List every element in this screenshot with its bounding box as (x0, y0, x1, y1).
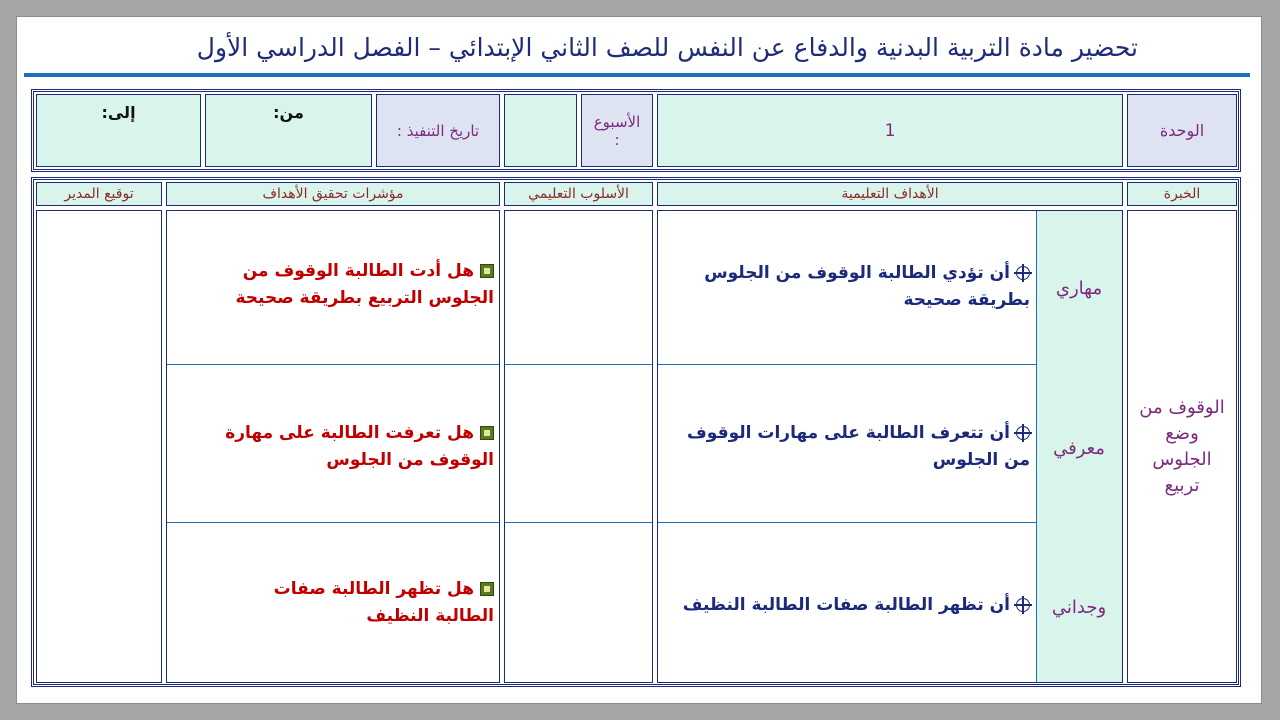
objective-item: أن تؤدي الطالبة الوقوف من الجلوس بطريقة صحيحة (704, 263, 1030, 310)
unit-value-cell (657, 94, 1123, 167)
page-title: تحضير مادة التربية البدنية والدفاع عن النفس للصف الثاني الإبتدائي – الفصل الدراسي الأول (196, 33, 1138, 62)
header-indicators: مؤشرات تحقيق الأهداف (166, 182, 500, 206)
header-principal-signature: توقيع المدير (36, 182, 162, 206)
experience-cell (1127, 210, 1237, 683)
method-row-divider (505, 522, 652, 523)
week-value-cell (504, 94, 577, 167)
header-objectives: الأهداف التعليمية (657, 182, 1123, 206)
crosshair-circle-icon (1016, 598, 1030, 612)
indicators-row-divider (167, 364, 499, 365)
header-method: الأسلوب التعليمي (504, 182, 653, 206)
to-cell (36, 94, 201, 167)
exec-date-label: تاريخ التنفيذ : (396, 121, 480, 140)
domain-skill: مهاري (1055, 278, 1103, 299)
unit-value: 1 (884, 120, 896, 141)
week-label: الأسبوع (593, 112, 641, 131)
week-label-cell (581, 94, 653, 167)
week-colon: : (614, 130, 620, 149)
objectives-row-divider (658, 364, 1036, 365)
experience-value: الوقوف من وضع الجلوس تربيع (1139, 396, 1225, 496)
from-label: من: (273, 103, 304, 122)
unit-label: الوحدة (1159, 121, 1205, 140)
green-square-bullet-icon (480, 264, 494, 278)
objective-item: أن تظهر الطالبة صفات الطالبة النظيف (660, 592, 1030, 619)
indicator-item: هل تظهر الطالبة صفات الطالبة النظيف (273, 579, 494, 626)
objective-item: أن تتعرف الطالبة على مهارات الوقوف من الجلوس (687, 423, 1030, 470)
indicator-item: هل أدت الطالبة الوقوف من الجلوس التربيع بطريقة صحيحة (235, 261, 494, 308)
principal-signature-cell (36, 210, 162, 683)
title-underline (24, 73, 1250, 77)
method-column (504, 210, 653, 683)
to-label: إلى: (101, 103, 136, 122)
domain-cognitive: معرفي (1053, 438, 1105, 459)
green-square-bullet-icon (480, 426, 494, 440)
crosshair-circle-icon (1016, 266, 1030, 280)
indicator-item: هل تعرفت الطالبة على مهارة الوقوف من الجلوس (225, 423, 494, 470)
unit-label-cell (1127, 94, 1237, 167)
domain-affective: وجداني (1051, 597, 1107, 618)
from-cell (205, 94, 372, 167)
method-row-divider (505, 364, 652, 365)
green-square-bullet-icon (480, 582, 494, 596)
header-experience: الخبرة (1127, 182, 1237, 206)
exec-date-label-cell (376, 94, 500, 167)
crosshair-circle-icon (1016, 426, 1030, 440)
indicators-row-divider (167, 522, 499, 523)
objectives-row-divider (658, 522, 1036, 523)
